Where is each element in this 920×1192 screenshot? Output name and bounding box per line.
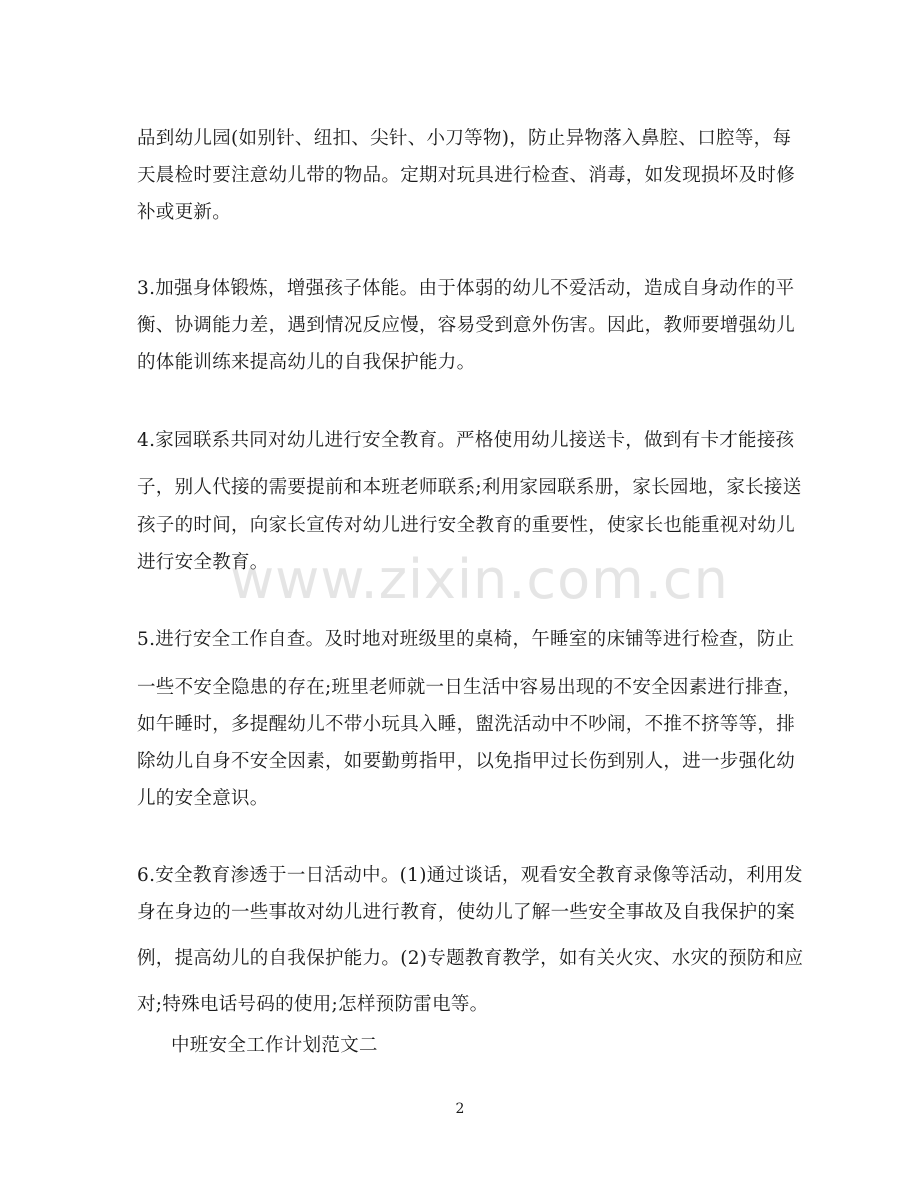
paragraph-6-line-3: 例，提高幼儿的自我保护能力。(2)专题教育教学，如有关火灾、水灾的预防和应	[137, 948, 804, 969]
paragraph-4-line-1: 4.家园联系共同对幼儿进行安全教育。严格使用幼儿接送卡，做到有卡才能接孩	[137, 430, 795, 451]
paragraph-4-line-2: 子，别人代接的需要提前和本班老师联系;利用家园联系册，家长园地，家长接送	[137, 477, 802, 498]
paragraph-6-line-2: 身在身边的一些事故对幼儿进行教育，使幼儿了解一些安全事故及自我保护的案	[137, 902, 796, 923]
paragraph-5-line-4: 除幼儿自身不安全因素，如要勤剪指甲，以免指甲过长伤到别人，进一步强化幼	[137, 751, 796, 772]
paragraph-continuation-line-3: 补或更新。	[137, 202, 232, 223]
section-subtitle: 中班安全工作计划范文二	[171, 1035, 378, 1056]
paragraph-3-line-1: 3.加强身体锻炼，增强孩子体能。由于体弱的幼儿不爱活动，造成自身动作的平	[137, 278, 795, 299]
paragraph-continuation-line-2: 天晨检时要注意幼儿带的物品。定期对玩具进行检查、消毒，如发现损坏及时修	[137, 165, 796, 186]
paragraph-4-line-3: 孩子的时间，向家长宣传对幼儿进行安全教育的重要性，使家长也能重视对幼儿	[137, 515, 796, 536]
page-number: 2	[455, 1101, 465, 1117]
paragraph-5-line-3: 如午睡时，多提醒幼儿不带小玩具入睡，盥洗活动中不吵闹，不推不挤等等，排	[137, 714, 796, 735]
paragraph-5-line-1: 5.进行安全工作自查。及时地对班级里的桌椅，午睡室的床铺等进行检查，防止	[137, 629, 795, 650]
paragraph-5-line-5: 儿的安全意识。	[137, 788, 269, 809]
paragraph-continuation-line-1: 品到幼儿园(如别针、纽扣、尖针、小刀等物)，防止异物落入鼻腔、口腔等，每	[137, 128, 792, 149]
watermark-text: www.zixin.com.cn	[230, 548, 729, 611]
paragraph-6-line-1: 6.安全教育渗透于一日活动中。(1)通过谈话，观看安全教育录像等活动，利用发	[137, 865, 803, 886]
paragraph-5-line-2: 一些不安全隐患的存在;班里老师就一日生活中容易出现的不安全因素进行排查，	[137, 677, 802, 698]
paragraph-6-line-4: 对;特殊电话号码的使用;怎样预防雷电等。	[137, 994, 489, 1015]
paragraph-3-line-3: 的体能训练来提高幼儿的自我保护能力。	[137, 352, 476, 373]
paragraph-3-line-2: 衡、协调能力差，遇到情况反应慢，容易受到意外伤害。因此，教师要增强幼儿	[137, 315, 796, 336]
paragraph-4-line-4: 进行安全教育。	[137, 552, 269, 573]
